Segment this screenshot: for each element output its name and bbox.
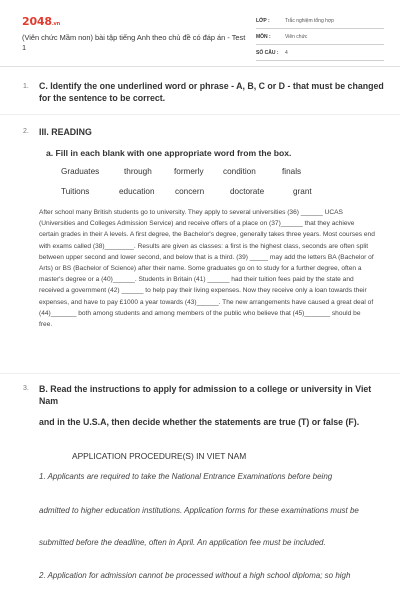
- question-number: 3.: [23, 385, 29, 392]
- question-title: B. Read the instructions to apply for admission to a college or university in Viet Nam: [39, 384, 372, 406]
- word-bank-item: doctorate: [230, 187, 265, 196]
- meta-value: 4: [285, 50, 288, 56]
- question-subtitle: and in the U.S.A, then decide whether the statements are true (T) or false (F).: [39, 417, 360, 427]
- word-bank-item: finals: [282, 167, 302, 176]
- meta-label: LỚP :: [256, 18, 270, 24]
- word-bank-item: grant: [293, 187, 312, 196]
- site-logo[interactable]: [22, 15, 60, 28]
- procedure-paragraph: admitted to higher education institutions. Application forms for these examinations must be: [39, 506, 359, 515]
- meta-row-class: [256, 15, 384, 29]
- meta-value: Viên chức: [285, 34, 308, 40]
- word-bank-item: education: [119, 187, 155, 196]
- document-title: (Viên chức Mầm non) bài tập tiếng Anh theo chủ đề có đáp án - Test 1: [22, 33, 246, 52]
- word-bank-item: Tuitions: [61, 187, 90, 196]
- section-title: III. READING: [39, 127, 92, 137]
- word-bank-item: through: [124, 167, 152, 176]
- question-title: C. Identify the one underlined word or phrase - A, B, C or D - that must be changed for the sentence to be correct.: [39, 81, 384, 103]
- meta-row-count: [256, 47, 384, 61]
- logo-text: 2048: [22, 15, 52, 28]
- question-number: 1.: [23, 83, 29, 90]
- meta-row-subject: [256, 31, 384, 45]
- question-number: 2.: [23, 128, 29, 135]
- meta-label: SỐ CÂU :: [256, 50, 279, 56]
- meta-value: Trắc nghiệm tổng hợp: [285, 18, 334, 24]
- word-bank-item: concern: [175, 187, 205, 196]
- procedure-paragraph: 1. Applicants are required to take the National Entrance Examinations before being: [39, 472, 333, 481]
- question-separator: [0, 114, 400, 115]
- word-bank-item: condition: [223, 167, 256, 176]
- page-header: [0, 0, 400, 66]
- instruction-heading: a. Fill in each blank with one appropriate word from the box.: [46, 148, 292, 158]
- procedure-paragraph: submitted before the deadline, often in April. An application fee must be included.: [39, 538, 326, 547]
- procedure-paragraph: 2. Application for admission cannot be processed without a high school diploma; so high: [39, 571, 351, 580]
- meta-info: [256, 15, 384, 63]
- question-separator: [0, 373, 400, 374]
- word-bank-item: formerly: [174, 167, 204, 176]
- procedure-title: APPLICATION PROCEDURE(S) IN VIET NAM: [72, 451, 247, 461]
- word-bank-item: Graduates: [61, 167, 100, 176]
- reading-passage: After school many British students go to university. They apply to several universities (36) ______ UCAS (Universities and Colleges Admission Service) and receive offers of a place on (37)______ that they achieve certain grades in their A levels. A first degree, the Bachelor's degree, generally takes three years. Most courses end with exams called (38)________. Results are given as classes: a first is the highest class, seconds are often split between upper second and lower second, and below that is a third. (39) _____ may add the letters BA (Bachelor of Arts) or BS (Bachelor of Science) after their name. Some graduates go on to study for a further degree, often a master's degree or a (40)______. Students in Britain (41) ______ had their tuition fees paid by the state and received a government (42) ______ to help pay their living expenses. Now they receive only a loan towards their expenses, and have to pay £1000 a year towards (43)______. The new arrangements have caused a great deal of (44)_______ both among students and among members of the public who believe that (45)_______ should be free.: [39, 209, 375, 329]
- header-divider: [0, 66, 400, 67]
- meta-label: MÔN :: [256, 34, 271, 40]
- logo-suffix: .vn: [51, 21, 60, 27]
